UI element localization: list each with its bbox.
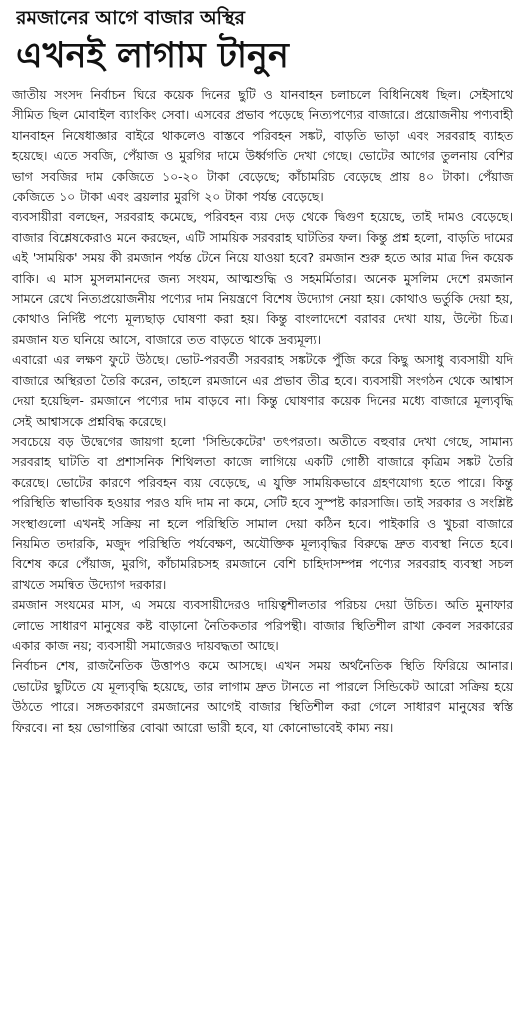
article-body xyxy=(6,85,519,738)
paragraph-4: সবচেয়ে বড় উদ্বেগের জায়গা হলো 'সিন্ডিকেটের' তৎপরতা। অতীতে বহুবার দেখা গেছে, সামান্য সরবরাহ ঘাটতি বা প্রশাসনিক শিথিলতা কাজে লাগিয়ে একটি গোষ্ঠী বাজারে কৃত্রিম সঙ্কট তৈরি করেছে। ভোটের কারণে পরিবহন ব্যয় বেড়েছে, এ যুক্তি সাময়িকভাবে গ্রহণযোগ্য হতে পারে। কিন্তু পরিস্থিতি স্বাভাবিক হওয়ার পরও যদি দাম না কমে, সেটি হবে সুস্পষ্ট কারসাজি। তাই সরকার ও সংশ্লিষ্ট সংস্থাগুলো এখনই সক্রিয় না হলে পরিস্থিতি সামাল দেয়া কঠিন হবে। পাইকারি ও খুচরা বাজারে নিয়মিত তদারকি, মজুদ পরিস্থিতি পর্যবেক্ষণ, অযৌক্তিক মূল্যবৃদ্ধির বিরুদ্ধে দ্রুত ব্যবস্থা নিতে হবে। বিশেষ করে পেঁয়াজ, মুরগি, কাঁচামরিচসহ রমজানে বেশি চাহিদাসম্পন্ন পণ্যের সরবরাহ ব্যবস্থা সচল রাখতে সমন্বিত উদ্যোগ দরকার। xyxy=(12,434,513,592)
paragraph-2: ব্যবসায়ীরা বলছেন, সরবরাহ কমেছে, পরিবহন ব্যয় দেড় থেকে দ্বিগুণ হয়েছে, তাই দামও বেড়েছে। বাজার বিশ্লেষকেরাও মনে করছেন, এটি সাময়িক সরবরাহ ঘাটতির ফল। কিন্তু প্রশ্ন হলো, বাড়তি দামের এই 'সাময়িক' সময় কী রমজান পর্যন্ত টেনে নিয়ে যাওয়া হবে? রমজান শুরু হতে আর মাত্র দিন কয়েক বাকি। এ মাস মুসলমানদের জন্য সংযম, আত্মশুদ্ধি ও সহমর্মিতার। অনেক মুসলিম দেশে রমজান সামনে রেখে নিত্যপ্রয়োজনীয় পণ্যের দাম নিয়ন্ত্রণে বিশেষ উদ্যোগ নেয়া হয়। কোথাও ভর্তুকি দেয়া হয়, কোথাও নির্দিষ্ট পণ্যে মূল্যছাড় ঘোষণা করা হয়। কিন্তু বাংলাদেশে বরাবর দেখা যায়, উল্টো চিত্র। রমজান যত ঘনিয়ে আসে, বাজারে তত বাড়তে থাকে দ্রব্যমূল্য। xyxy=(12,210,513,347)
main-headline: এখনই লাগাম টানুন xyxy=(16,36,289,76)
paragraph-6: নির্বাচন শেষ, রাজনৈতিক উত্তাপও কমে আসছে। এখন সময় অর্থনৈতিক স্থিতি ফিরিয়ে আনার। ভোটের ছুটিতে যে মূল্যবৃদ্ধি হয়েছে, তার লাগাম দ্রুত টানতে না পারলে সিন্ডিকেট আরো সক্রিয় হয়ে উঠতে পারে। সঙ্গতকারণে রমজানের আগেই বাজার স্থিতিশীল করা গেলে সাধারণ মানুষের স্বস্তি ফিরবে। না হয় ভোগান্তির বোঝা আরো ভারী হবে, যা কোনোভাবেই কাম্য নয়। xyxy=(12,659,513,735)
kicker-headline: রমজানের আগে বাজার অস্থির xyxy=(16,7,245,29)
paragraph-1: জাতীয় সংসদ নির্বাচন ঘিরে কয়েক দিনের ছুটি ও যানবাহন চলাচলে বিধিনিষেধ ছিল। সেইসাথে সীমিত ছিল মোবাইল ব্যাংকিং সেবা। এসবের প্রভাব পড়েছে নিত্যপণ্যের বাজারে। প্রয়োজনীয় পণ্যবাহী যানবাহন নিষেধাজ্ঞার বাইরে থাকলেও বাস্তবে পরিবহন সঙ্কট, বাড়তি ভাড়া এবং সরবরাহ ব্যাহত হয়েছে। এতে সবজি, পেঁয়াজ ও মুরগির দামে উর্ধ্বগতি দেখা গেছে। ভোটের আগের তুলনায় বেশির ভাগ সবজির দাম কেজিতে ১০-২০ টাকা বেড়েছে; কাঁচামরিচ বেড়েছে প্রায় ৪০ টাকা। পেঁয়াজ কেজিতে ১০ টাকা এবং ব্রয়লার মুরগি ২০ টাকা পর্যন্ত বেড়েছে। xyxy=(12,88,513,205)
paragraph-5: রমজান সংযমের মাস, এ সময়ে ব্যবসায়ীদেরও দায়িত্বশীলতার পরিচয় দেয়া উচিত। অতি মুনাফার লোভে সাধারণ মানুষের কষ্ট বাড়ানো নৈতিকতার পরিপন্থী। বাজার স্থিতিশীল রাখা কেবল সরকারের একার কাজ নয়; ব্যবসায়ী সমাজেরও দায়বদ্ধতা আছে। xyxy=(12,598,513,653)
paragraph-3: এবারো এর লক্ষণ ফুটে উঠছে। ভোট-পরবর্তী সরবরাহ সঙ্কটকে পুঁজি করে কিছু অসাধু ব্যবসায়ী যদি বাজারে অস্থিরতা তৈরি করেন, তাহলে রমজানে এর প্রভাব তীব্র হবে। ব্যবসায়ী সংগঠন থেকে আশ্বাস দেয়া হয়েছিল- রমজানে পণ্যের দাম বাড়বে না। কিন্তু ঘোষণার কয়েক দিনের মধ্যে বাজারে মূল্যবৃদ্ধি সেই আশ্বাসকে প্রশ্নবিদ্ধ করেছে। xyxy=(12,353,513,429)
